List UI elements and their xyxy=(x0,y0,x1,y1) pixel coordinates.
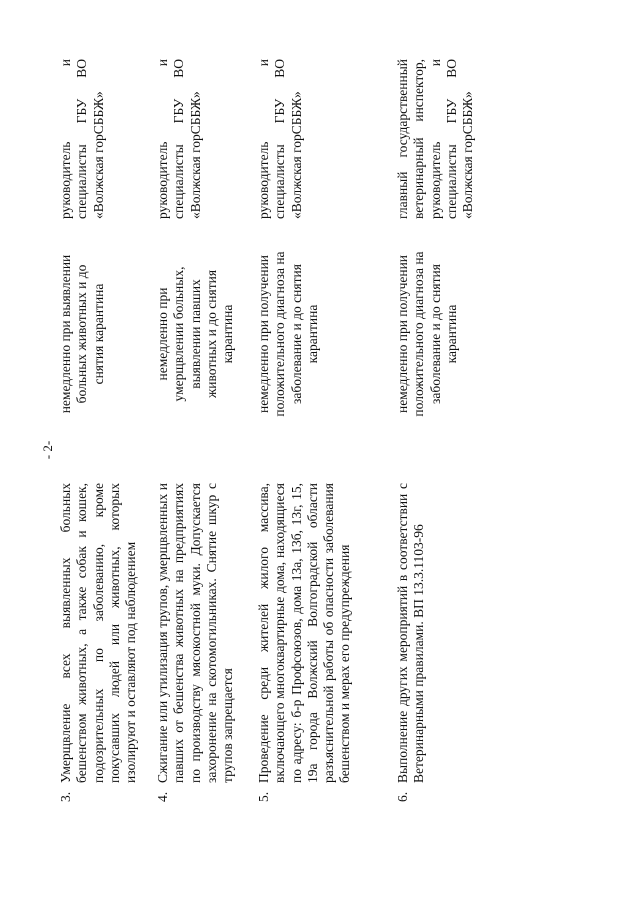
row-number: 3. xyxy=(58,791,73,802)
row-number: 4. xyxy=(155,791,170,802)
responsible-text: главный государственный ветеринарный инспектор, руководитель и специалисты ГБУ ВО «Волжская горСББЖ» xyxy=(395,59,476,219)
term-text: немедленно при выявлении больных животных и до снятия карантина xyxy=(58,254,106,414)
measure-text: Проведение среди жителей жилого массива, включающего многоквартирные дома, находящиеся по адресу: б-р Профсоюзов, дома 13а, 13б, 13г, 15, 19а города Волжский Волгоградской области разъяснительной работы об опасности заболевания бешенством и мерах его предупреждения xyxy=(256,483,353,783)
term-text: немедленно при умерщвлении больных, выявлении павших животных и до снятия карантина xyxy=(155,266,236,402)
measure-text: Умерщвление всех выявленных больных бешенством животных, а также собак и кошек, подозрительных по заболеванию, кроме покусавших людей или животных, которых изолируют и оставляют под наблюдением xyxy=(58,483,139,783)
term-text: немедленно при получении положительного диагноза на заболевание и до снятия карантина xyxy=(256,251,320,417)
responsible-text: руководитель и специалисты ГБУ ВО «Волжская горСББЖ» xyxy=(58,59,106,219)
row-number: 5. xyxy=(256,791,271,802)
measure-text: Выполнение других мероприятий в соответствии с Ветеринарными правилами. ВП 13.3.1103-96 xyxy=(395,483,427,783)
responsible-text: руководитель и специалисты ГБУ ВО «Волжская горСББЖ» xyxy=(256,59,304,219)
measure-text: Сжигание или утилизация трупов, умерщвленных и павших от бешенства животных на предприятиях по производству мясокостной муки. Допускается захоронение на скотомогильниках. Снятие шкур с трупов запрещается xyxy=(155,483,236,783)
row-number: 6. xyxy=(395,791,410,802)
term-text: немедленно при получении положительного диагноза на заболевание и до снятия карантина xyxy=(395,251,459,417)
page-number: - 2- xyxy=(40,440,55,460)
responsible-text: руководитель и специалисты ГБУ ВО «Волжская горСББЖ» xyxy=(155,59,203,219)
